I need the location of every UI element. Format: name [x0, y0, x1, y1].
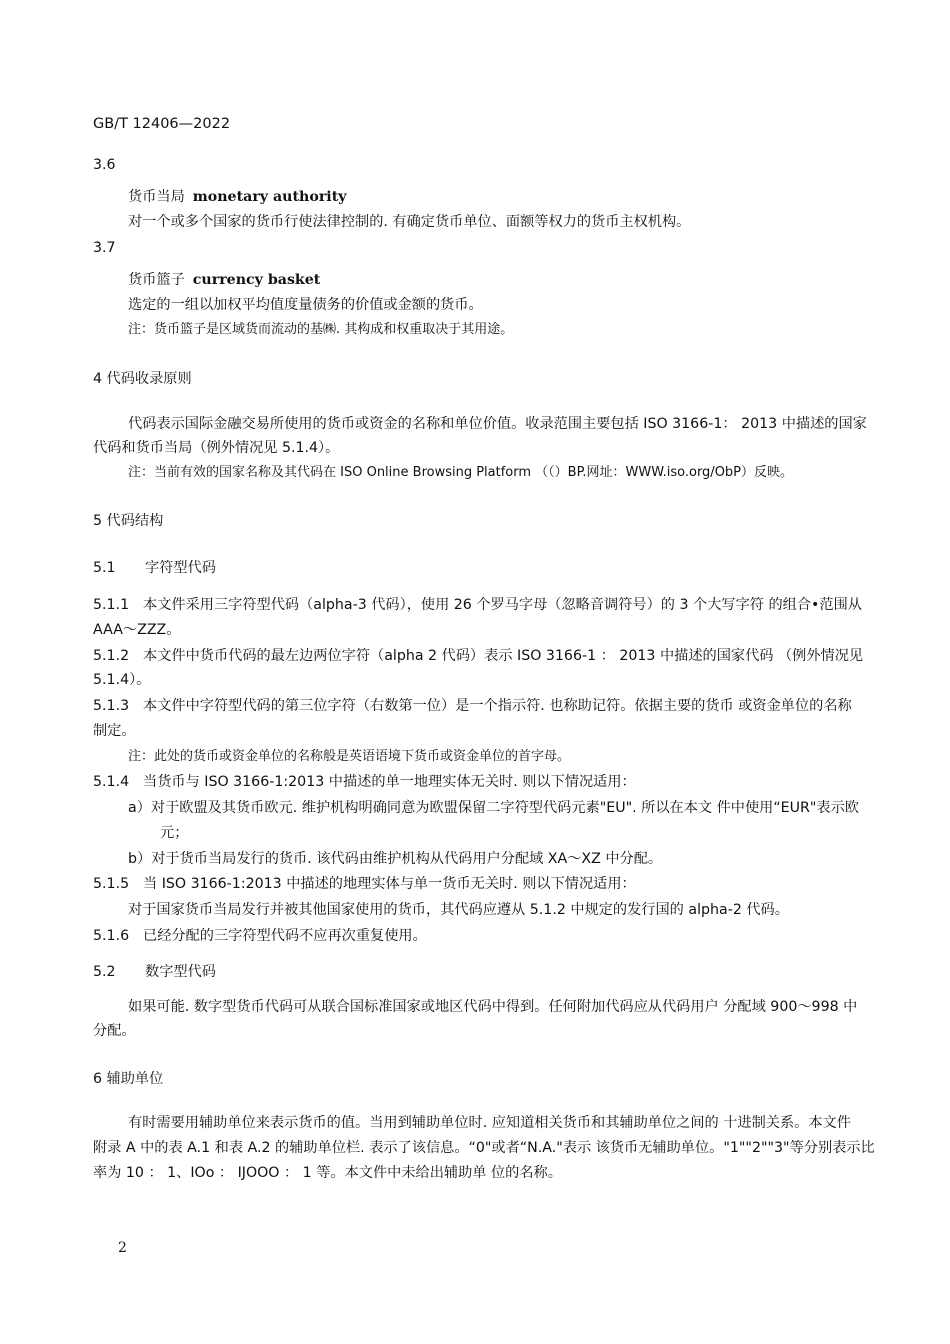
clause-3-7-definition: 选定的一组以加权平均值度量债务的价值或金额的货币。	[128, 297, 483, 313]
clause-3-6-term	[128, 187, 870, 207]
clause-number: 5.1.2	[93, 648, 130, 664]
clause-5-1-4-item-a-line2: 元；	[160, 825, 189, 841]
clause-5-1-1-line1	[93, 595, 870, 615]
clause-number: 5.1.1	[93, 597, 130, 613]
clause-5-1-5	[93, 874, 870, 894]
clause-text: 已经分配的三字符型代码不应再次重复使用。	[143, 928, 427, 944]
clause-3-7-note: 注：货币篮子是区域货而流动的基㈱. 其构成和权重取决于其用途。	[128, 322, 514, 337]
section-5-title: 5 代码结构	[93, 513, 164, 529]
section-6-title: 6 辅助单位	[93, 1071, 164, 1087]
clause-text: 本文件中字符型代码的第三位字符（右数第一位）是一个指示符. 也称助记符。依据主要的货币 或资金单位的名称	[143, 698, 852, 714]
clause-number: 5.1.3	[93, 698, 130, 714]
clause-5-1-3-line1	[93, 696, 870, 716]
clause-5-1-4-item-b: b）对于货币当局发行的货币. 该代码由维护机构从代码用户分配域 XA〜XZ 中分配。	[128, 851, 663, 867]
term-english: monetary authority	[192, 189, 347, 205]
page-number: 2	[118, 1240, 127, 1256]
section-6-paragraph-line3: 率为 10 ： 1、IOo ： IJOOO ： 1 等。本文件中未给出辅助单 位的名称。	[93, 1165, 562, 1181]
clause-5-1-2-line2: 5.1.4）。	[93, 672, 151, 688]
clause-number: 5.2	[93, 964, 116, 980]
clause-5-1-4	[93, 772, 870, 792]
clause-5-1-heading	[93, 558, 870, 578]
standard-number-header: GB/T 12406—2022	[93, 116, 231, 132]
clause-number: 5.1.6	[93, 928, 130, 944]
section-4-title: 4 代码收录原则	[93, 371, 192, 387]
clause-title: 字符型代码	[145, 560, 216, 576]
clause-5-1-6	[93, 926, 870, 946]
clause-5-2-heading	[93, 962, 870, 982]
clause-5-1-2-line1	[93, 646, 870, 666]
section-6-paragraph-line1: 有时需要用辅助单位来表示货币的值。当用到辅助单位时. 应知道相关货币和其辅助单位之间的 十进制关系。本文件	[128, 1115, 851, 1131]
clause-3-6-number: 3.6	[93, 157, 116, 173]
clause-3-7-term	[128, 270, 870, 290]
clause-3-7-number: 3.7	[93, 240, 116, 256]
clause-text: 本文件采用三字符型代码（alpha-3 代码），使用 26 个罗马字母（忽略音调符号）的 3 个大写字符 的组合•范围从	[143, 597, 862, 613]
clause-text: 当 ISO 3166-1:2013 中描述的地理实体与单一货币无关时. 则以下情况适用：	[143, 876, 636, 892]
clause-5-2-paragraph-line1: 如果可能. 数字型货币代码可从联合国标准国家或地区代码中得到。任何附加代码应从代码用户 分配域 900〜998 中	[128, 999, 858, 1015]
clause-text: 本文件中货币代码的最左边两位字符（alpha 2 代码）表示 ISO 3166-1 ： 2013 中描述的国家代码 （例外情况见	[143, 648, 864, 664]
clause-5-1-5-paragraph: 对于国家货币当局发行并被其他国家使用的货币，其代码应遵从 5.1.2 中规定的发行国的 alpha-2 代码。	[128, 902, 789, 918]
clause-number: 5.1	[93, 560, 116, 576]
term-chinese: 货币篮子	[128, 272, 185, 288]
clause-text: 当货币与 ISO 3166-1:2013 中描述的单一地理实体无关时. 则以下情况适用：	[143, 774, 636, 790]
section-4-paragraph-line2: 代码和货币当局（例外情况见 5.1.4）。	[93, 440, 340, 456]
section-4-paragraph-line1: 代码表示国际金融交易所使用的货币或资金的名称和单位价值。收录范围主要包括 ISO 3166-1： 2013 中描述的国家	[128, 416, 867, 432]
term-english: currency basket	[192, 272, 321, 288]
clause-3-6-definition: 对一个或多个国家的货币行使法律控制的. 有确定货币单位、面额等权力的货币主权机构。	[128, 214, 691, 230]
clause-title: 数字型代码	[145, 964, 216, 980]
clause-5-1-3-note: 注：此处的货币或资金单位的名称般是英语语境下货币或资金单位的首字母。	[128, 749, 571, 764]
section-6-paragraph-line2: 附录 A 中的表 A.1 和表 A.2 的辅助单位栏. 表示了该信息。“0"或者“N.A."表示 该货币无辅助单位。"1""2""3"等分别表示比	[93, 1140, 875, 1156]
clause-5-2-paragraph-line2: 分配。	[93, 1023, 136, 1039]
clause-5-1-1-line2: AAA〜ZZZ。	[93, 622, 181, 638]
section-4-note: 注：当前有效的国家名称及其代码在 ISO Online Browsing Platform （（）BP.网址：WWW.iso.org/ObP）反映。	[128, 465, 794, 480]
term-chinese: 货币当局	[128, 189, 185, 205]
clause-5-1-4-item-a-line1: a）对于欧盟及其货币欧元. 维护机构明确同意为欧盟保留二字符型代码元素"EU". 所以在本文 件中使用“EUR"表示欧	[128, 800, 859, 816]
clause-number: 5.1.5	[93, 876, 130, 892]
clause-number: 5.1.4	[93, 774, 130, 790]
clause-5-1-3-line2: 制定。	[93, 723, 136, 739]
